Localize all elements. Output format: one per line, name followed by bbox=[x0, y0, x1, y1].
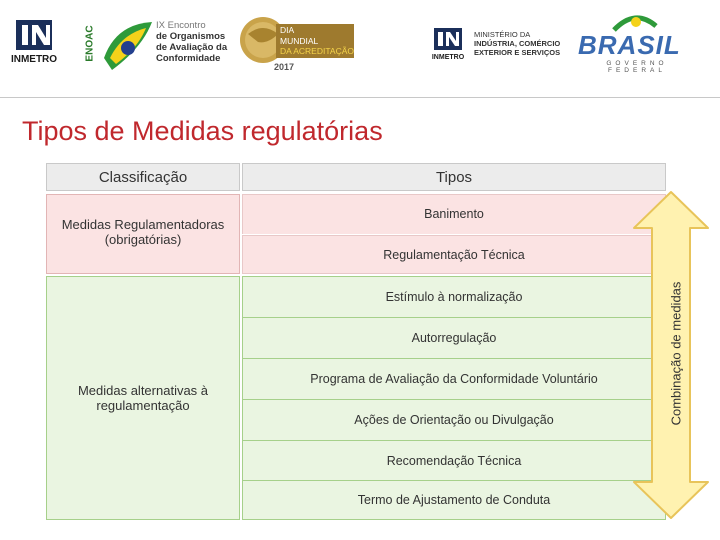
inmetro-center-emblem-icon bbox=[428, 26, 468, 52]
group-regulamentadoras: Medidas Regulamentadoras (obrigatórias) bbox=[46, 194, 240, 274]
dia-mundial-line: MUNDIAL bbox=[280, 35, 319, 46]
arrow-label: Combinação de medidas bbox=[668, 281, 684, 425]
encontro-line: de Avaliação da bbox=[156, 42, 228, 53]
dia-mundial-logo bbox=[238, 14, 358, 74]
inmetro-logo-left bbox=[6, 18, 62, 68]
inmetro-logo-center bbox=[428, 26, 468, 66]
group-alternativas: Medidas alternativas à regulamentação bbox=[46, 276, 240, 520]
brasil-text: BRASIL bbox=[578, 30, 681, 60]
tipo-row-acoes-orientacao: Ações de Orientação ou Divulgação bbox=[242, 399, 666, 440]
ministerio-line: EXTERIOR E SERVIÇOS bbox=[474, 48, 561, 57]
tipo-row-termo-ajustamento: Termo de Ajustamento de Conduta bbox=[242, 480, 666, 520]
encontro-line: IX Encontro bbox=[156, 20, 206, 31]
dia-mundial-line: DA ACREDITAÇÃO bbox=[280, 46, 354, 56]
tipo-row-banimento: Banimento bbox=[242, 194, 666, 234]
enoac-text: ENOAC bbox=[84, 25, 96, 62]
column-header-tipos: Tipos bbox=[242, 163, 666, 191]
encontro-line: de Organismos bbox=[156, 31, 226, 42]
logo-header bbox=[0, 0, 720, 98]
header-divider bbox=[0, 97, 720, 98]
dia-mundial-year: 2017 bbox=[274, 62, 295, 72]
inmetro-emblem-icon bbox=[6, 18, 62, 52]
tipo-row-estimulo-normalizacao: Estímulo à normalização bbox=[242, 276, 666, 317]
dia-mundial-line: DIA bbox=[280, 25, 295, 35]
tipo-row-programa-avaliacao: Programa de Avaliação da Conformidade Voluntário bbox=[242, 358, 666, 399]
inmetro-left-text: INMETRO bbox=[10, 54, 58, 65]
encontro-text-block bbox=[156, 20, 236, 64]
enoac-logo bbox=[86, 14, 156, 74]
page-title: Tipos de Medidas regulatórias bbox=[22, 116, 383, 146]
ministerio-line: MINISTÉRIO DA bbox=[474, 30, 531, 39]
tipo-row-recomendacao-tecnica: Recomendação Técnica bbox=[242, 440, 666, 480]
dia-mundial-banner bbox=[276, 24, 354, 58]
inmetro-center-text: INMETRO bbox=[431, 54, 465, 61]
ministerio-line: INDÚSTRIA, COMÉRCIO bbox=[474, 39, 561, 48]
brazil-flag-icon bbox=[102, 18, 154, 72]
encontro-line: Conformidade bbox=[156, 53, 221, 64]
brasil-governo-logo bbox=[574, 12, 698, 72]
governo-federal-text: GOVERNO FEDERAL bbox=[606, 60, 668, 74]
tipo-row-autorregulacao: Autorregulação bbox=[242, 317, 666, 358]
arrow-label-container bbox=[633, 208, 719, 498]
ministerio-logo bbox=[474, 30, 574, 57]
column-header-classificacao: Classificação bbox=[46, 163, 240, 191]
tipo-row-regulamentacao-tecnica: Regulamentação Técnica bbox=[242, 235, 666, 274]
